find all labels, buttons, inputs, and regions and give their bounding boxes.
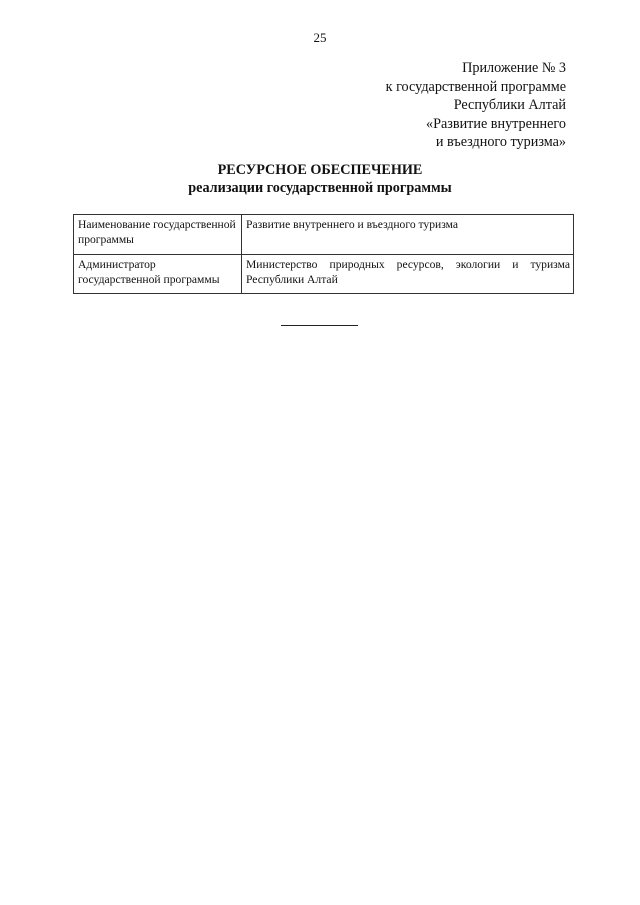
appendix-line: Республики Алтай [453, 97, 566, 113]
appendix-line: и въездного туризма» [435, 134, 566, 150]
title-line-1: РЕСУРСНОЕ ОБЕСПЕЧЕНИЕ [217, 162, 423, 178]
table-cell-label: Администратор государственной программы [74, 255, 242, 294]
table-cell-value: Министерство природных ресурсов, экологии и туризма Республики Алтай [242, 255, 574, 294]
program-info-table [73, 214, 574, 294]
document-title [0, 162, 640, 197]
table-row [74, 215, 574, 255]
page-number: 25 [313, 30, 327, 45]
table-row [74, 255, 574, 294]
appendix-line: «Развитие внутреннего [425, 115, 566, 132]
table-cell-value: Развитие внутреннего и въездного туризма [242, 215, 574, 255]
appendix-line: Приложение № 3 [462, 60, 566, 76]
end-divider-line [281, 325, 358, 326]
appendix-line: к государственной программе [385, 78, 566, 95]
title-line-2: реализации государственной программы [188, 179, 452, 196]
appendix-header [386, 59, 566, 152]
table-cell-label: Наименование государственной программы [74, 215, 242, 255]
